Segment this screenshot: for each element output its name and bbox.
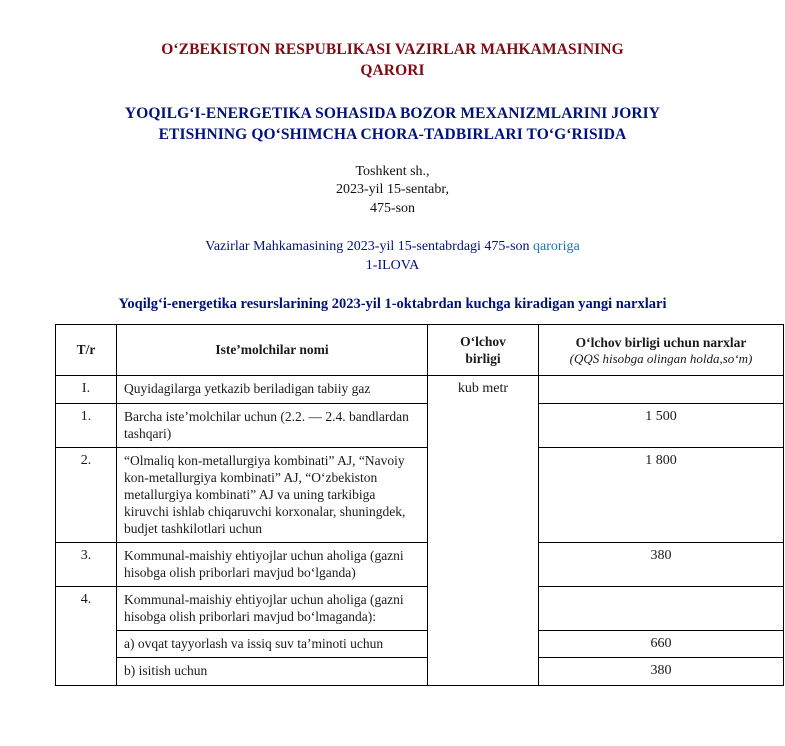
row-name: a) ovqat tayyorlash va issiq suv ta’minoti uchun [117, 630, 428, 658]
header-unit [428, 324, 539, 375]
table-row [56, 375, 784, 403]
row-price [539, 586, 784, 630]
document-date: 2023-yil 15-sentabr, [336, 182, 449, 198]
table-body [56, 375, 784, 685]
table-row [56, 542, 784, 586]
price-table [55, 324, 784, 686]
row-num: I. [56, 375, 117, 403]
row-price [539, 375, 784, 403]
row-price: 1 500 [539, 403, 784, 447]
annex-label: 1-ILOVA [365, 257, 420, 273]
table-row [56, 447, 784, 542]
row-name: Kommunal-maishiy ehtiyojlar uchun aholiga (gazni hisobga olish priborlari mavjud bo‘lganda) [117, 542, 428, 586]
reference-link[interactable]: qaroriga [533, 239, 580, 255]
document-reference [55, 238, 730, 276]
document-title-line-2: ETISHNING QO‘SHIMCHA CHORA-TADBIRLARI TO‘G‘RISIDA [158, 125, 627, 143]
header-unit-line-2: birligi [465, 350, 501, 366]
unit-value: kub metr [428, 375, 539, 685]
document-city: Toshkent sh., [355, 163, 430, 179]
table-row [56, 403, 784, 447]
table-row [56, 630, 784, 658]
row-name: “Olmaliq kon-metallurgiya kombinati” AJ, “Navoiy kon-metallurgiya kombinati” AJ, “O‘zbekiston metallurgiya kombinati” AJ va uning tarkibiga kiruvchi ishlab chiqaruvchi korxonalar, shuningdek, budjet tashkilotlari uchun [117, 447, 428, 542]
header-name: Iste’molchilar nomi [117, 324, 428, 375]
header-num: T/r [56, 324, 117, 375]
row-num: 1. [56, 403, 117, 447]
table-caption: Yoqilg‘i-energetika resurslarining 2023-yil 1-oktabrdan kuchga kiradigan yangi narxlari [118, 295, 667, 312]
row-num: 2. [56, 447, 117, 542]
row-num: 3. [56, 542, 117, 586]
row-name: Kommunal-maishiy ehtiyojlar uchun aholiga (gazni hisobga olish priborlari mavjud bo‘lmaganda): [117, 586, 428, 630]
row-name: Quyidagilarga yetkazib beriladigan tabiiy gaz [117, 375, 428, 403]
header-price [539, 324, 784, 375]
document-title [55, 104, 730, 146]
row-price: 380 [539, 542, 784, 586]
document-number: 475-son [369, 200, 416, 216]
document-title-line-1: YOQILG‘I-ENERGETIKA SOHASIDA BOZOR MEXANIZMLARINI JORIY [124, 104, 661, 122]
document-place-date [55, 163, 730, 218]
header-price-line-2: (QQS hisobga olingan holda,so‘m) [569, 350, 753, 366]
document-header [55, 40, 730, 82]
document-header-line-1: O‘ZBEKISTON RESPUBLIKASI VAZIRLAR MAHKAMASINING [161, 41, 624, 58]
table-row [56, 586, 784, 630]
row-price: 660 [539, 630, 784, 658]
document-header-line-2: QARORI [360, 61, 425, 79]
table-row [56, 658, 784, 686]
header-unit-line-1: O‘lchov [460, 333, 506, 349]
row-num: 4. [56, 586, 117, 685]
row-name: b) isitish uchun [117, 658, 428, 686]
table-header-row [56, 324, 784, 375]
header-price-line-1: O‘lchov birligi uchun narxlar [575, 334, 747, 350]
row-price: 380 [539, 658, 784, 686]
row-price: 1 800 [539, 447, 784, 542]
reference-text: Vazirlar Mahkamasining 2023-yil 15-sentabrdagi 475-son [205, 239, 534, 255]
row-name: Barcha iste’molchilar uchun (2.2. — 2.4. bandlardan tashqari) [117, 403, 428, 447]
